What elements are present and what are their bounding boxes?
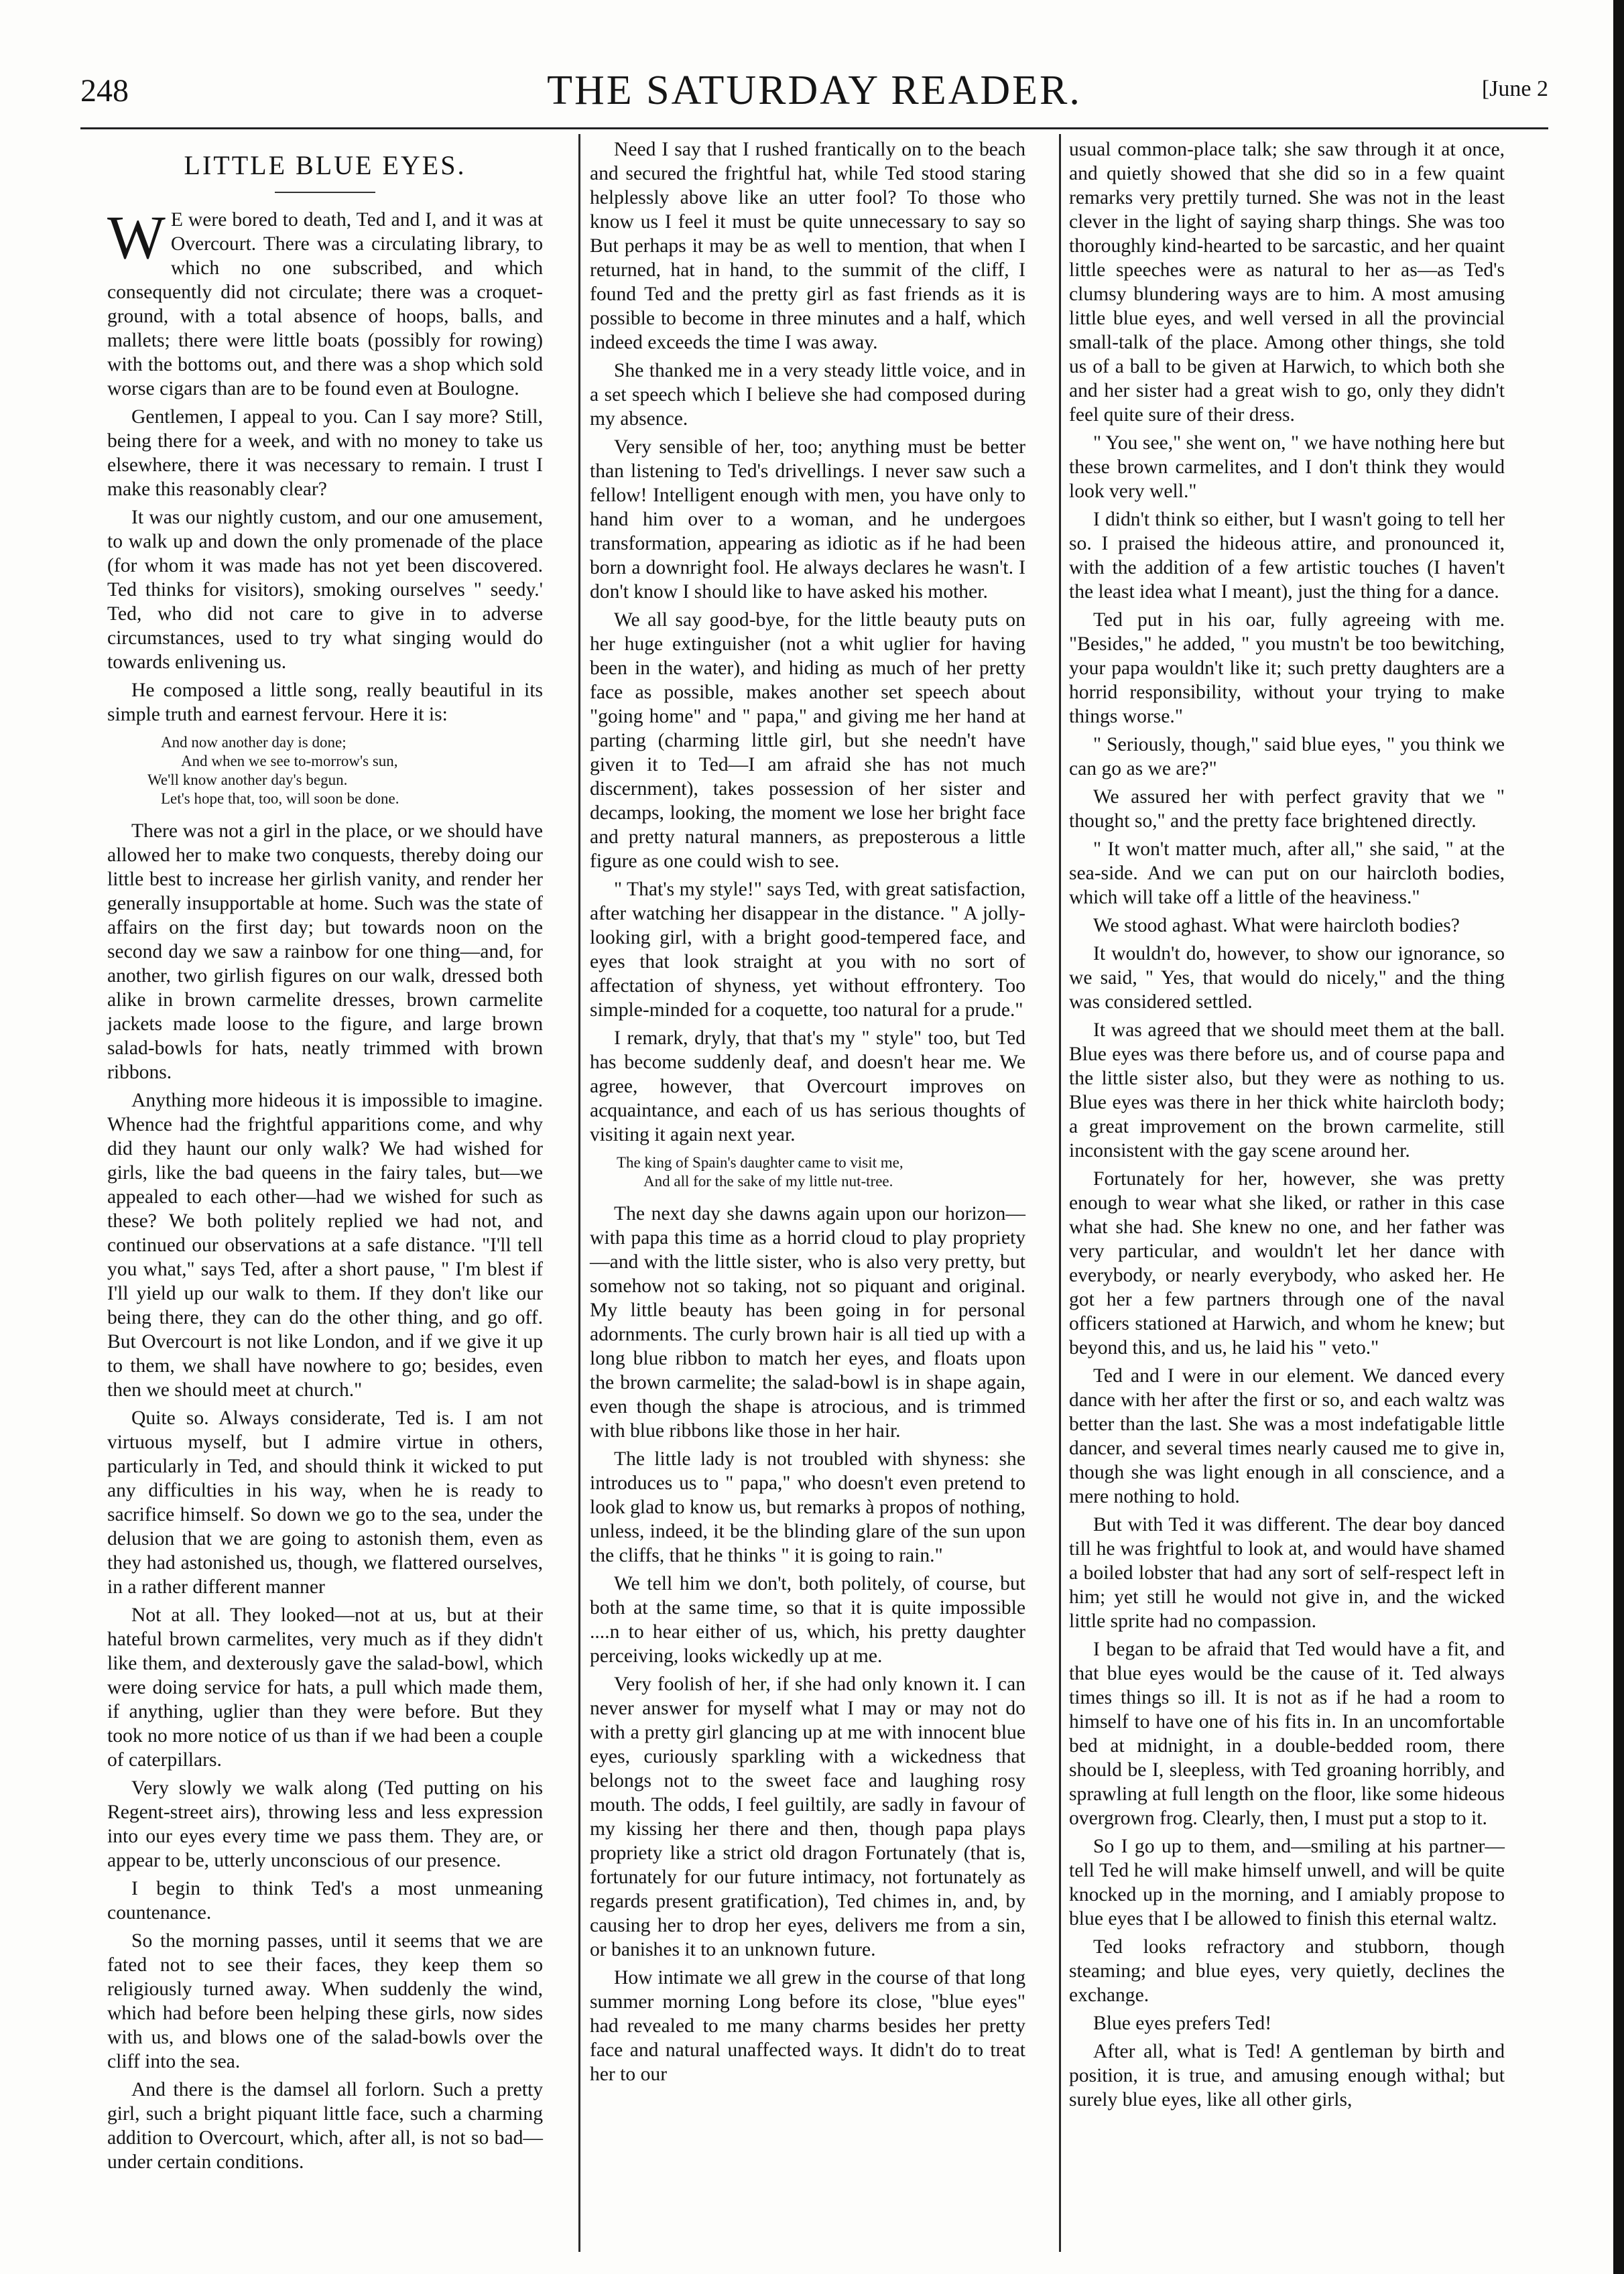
paragraph: How intimate we all grew in the course of that long summer morning Long before its close, "blue eyes" had revealed to me many charms besides her pretty face and natural unaffected ways. It didn't do to treat her to our — [590, 1967, 1025, 2085]
paragraph: I begin to think Ted's a most unmeaning countenance. — [107, 1878, 543, 1923]
verse-line: The king of Spain's daughter came to visit me, — [617, 1154, 903, 1171]
paragraph: usual common-place talk; she saw through it at once, and quietly showed that she did so in a few quaint remarks very prettily turned. She was not in the least clever in the light of saying sharp things. She was too thoroughly kind-hearted to be sarcastic, and her quaint little speeches were as natural to her as—as Ted's clumsy blundering ways are to him. A most amusing little blue eyes, and well versed in all the provincial small-talk of the place. Among other things, she told us of a ball to be given at Harwich, to which both she and her sister had a great wish to go, only they didn't feel quite sure of their dress. — [1069, 139, 1505, 426]
paragraph: We tell him we don't, both politely, of course, but both at the same time, so that it is quite impossible ....n to hear either of us, which, his pretty daughter perceiving, looks wickedly up at me. — [590, 1573, 1025, 1667]
paragraph: Gentlemen, I appeal to you. Can I say more? Still, being there for a week, and with no money to take us elsewhere, there it was necessary to remain. I trust I make this reasonably clear? — [107, 406, 543, 500]
paragraph: He composed a little song, really beautiful in its simple truth and earnest fervour. Here it is: — [107, 680, 543, 725]
article-title: LITTLE BLUE EYES. — [184, 150, 466, 180]
paragraph: Ted put in his oar, fully agreeing with me. "Besides," he added, " you mustn't be too bewitching, your papa wouldn't like it; such pretty daughters are a horrid responsibility, without your trying to make things worse." — [1069, 609, 1505, 727]
paragraph: Not at all. They looked—not at us, but at their hateful brown carmelites, very much as if they didn't like them, and dexterously gave the salad-bowl, which were doing service for hats, a pull which made them, if anything, uglier than they were before. But they took no more notice of us than if we had been a couple of caterpillars. — [107, 1604, 543, 1771]
paragraph: We stood aghast. What were haircloth bodies? — [1093, 915, 1460, 936]
paragraph: It was our nightly custom, and our one amusement, to walk up and down the only promenade of the place (for whom it was made has not yet been discovered. Ted thinks for visitors), smoking ourselves " seedy.' Ted, who did not care to give in to adverse circumstances, used to try what singing would do towards enlivening us. — [107, 507, 543, 673]
issue-date: [June 2 — [1481, 76, 1548, 101]
column-3 — [1069, 137, 1505, 2116]
paragraph: I didn't think so either, but I wasn't going to tell her so. I praised the hideous attire, and pronounced it, with the addition of a few artistic touches (I haven't the least idea what I meant), just the thing for a dance. — [1069, 509, 1505, 603]
rhyme-verse — [590, 1153, 1025, 1191]
paragraph: After all, what is Ted! A gentleman by birth and position, it is true, and amusing enough withal; but surely blue eyes, like all other girls, — [1069, 2041, 1505, 2110]
paragraph: I remark, dryly, that that's my " style" too, but Ted has become suddenly deaf, and doesn't hear me. We agree, however, that Overcourt improves on acquaintance, and each of us has serious thoughts of visiting it again next year. — [590, 1027, 1025, 1145]
paragraph: The next day she dawns again upon our horizon—with papa this time as a horrid cloud to play propriety—and with the little sister, who is also very pretty, but somehow not so taking, not so piquant and original. My little beauty has been going in for personal adornments. The curly brown hair is all tied up with a long blue ribbon to match her eyes, and floats upon the brown carmelite; the salad-bowl is in shape again, even though the shape is atrocious, and is trimmed with blue ribbons like those in her hair. — [590, 1203, 1025, 1442]
header-rule — [80, 127, 1548, 129]
paragraph: " That's my style!" says Ted, with great satisfaction, after watching her disappear in the distance. " A jolly-looking girl, with a bright good-tempered face, and eyes that look straight at you with no sort of affectation of shyness, yet without effrontery. Too simple-minded for a coquette, too natural for a prude." — [590, 879, 1025, 1021]
verse-line: We'll know another day's begun. — [147, 771, 348, 788]
paragraph — [107, 203, 543, 401]
column-divider-2 — [1059, 134, 1061, 2252]
page-edge-shadow — [1613, 0, 1624, 2274]
paragraph: Need I say that I rushed frantically on to the beach and secured the frightful hat, while Ted stood staring helplessly above like an utter fool? To those who know us I feel it must be quite unnecessary to say so But perhaps it may be as well to mention, that when I returned, hat in hand, to the summit of the cliff, I found Ted and the pretty girl as fast friends as it is possible to become in three minutes and a half, which indeed exceeds the time I was away. — [590, 139, 1025, 353]
paragraph: " You see," she went on, " we have nothing here but these brown carmelites, and I don't think they would look very well." — [1069, 432, 1505, 502]
paragraph: It was agreed that we should meet them at the ball. Blue eyes was there before us, and of course papa and the little sister also, but they were as nothing to us. Blue eyes was there in her thick white haircloth body; a great improvement on the brown carmelite, still inconsistent with the gay scene around her. — [1069, 1019, 1505, 1161]
page-number: 248 — [80, 73, 129, 109]
paragraph: Ted looks refractory and stubborn, though steaming; and blue eyes, very quietly, declines the exchange. — [1069, 1936, 1505, 2006]
verse-line: And when we see to-morrow's sun, — [181, 753, 398, 769]
verse-line: And all for the sake of my little nut-tree. — [643, 1173, 893, 1190]
paragraph: So I go up to them, and—smiling at his partner—tell Ted he will make himself unwell, and will be quite knocked up in the morning, and I amiably propose to blue eyes that I be allowed to finish this eternal waltz. — [1069, 1836, 1505, 1930]
paragraph: Fortunately for her, however, she was pretty enough to wear what she liked, or rather in this case what she had. She knew no one, and her father was very particular, and wouldn't let her dance with everybody, or nearly everybody, who asked her. He got her a few partners through one of the naval officers stationed at Harwich, and whom he knew; but beyond this, and us, he laid his " veto." — [1069, 1168, 1505, 1359]
paragraph: We assured her with perfect gravity that we " thought so," and the pretty face brightened directly. — [1069, 786, 1505, 832]
title-rule — [275, 192, 375, 193]
paragraph: Very sensible of her, too; anything must be better than listening to Ted's drivellings. I never saw such a fellow! Intelligent enough with men, you have only to hand him over to a woman, and he undergoes transformation, appearing as idiotic as if he had been born a downright fool. He always declares he wasn't. I don't know I should like to have asked his mother. — [590, 436, 1025, 603]
column-divider-1 — [578, 134, 580, 2252]
paragraph: But with Ted it was different. The dear boy danced till he was frightful to look at, and would have shamed a boiled lobster that had any sort of self-respect left in him; yet still he would not give in, and the wicked little sprite had no compassion. — [1069, 1514, 1505, 1632]
paragraph: Ted and I were in our element. We danced every dance with her after the first or so, and each waltz was better than the last. She was a most indefatigable little dancer, and several times nearly caused me to give in, though she was light enough in all conscience, and a mere nothing to hold. — [1069, 1365, 1505, 1507]
paragraph: Very foolish of her, if she had only known it. I can never answer for myself what I may or may not do with a pretty girl glancing up at me with innocent blue eyes, curiously sparkling with a wickedness that belongs not to the sweet face and laughing rosy mouth. The odds, I feel guiltily, are sadly in favour of my kissing her there and then, though papa plays propriety like a strict old dragon Fortunately (that is, fortunately for our future intimacy, not fortunately as regards present gratification), Ted chimes in, and, by causing her to drop her eyes, delivers me from a sin, or banishes it to an unknown future. — [590, 1673, 1025, 1960]
paragraph: Blue eyes prefers Ted! — [1093, 2013, 1272, 2034]
paragraph: " Seriously, though," said blue eyes, " you think we can go as we are?" — [1069, 734, 1505, 779]
paragraph: " It won't matter much, after all," she said, " at the sea-side. And we can put on our haircloth bodies, which will take off a little of the heaviness." — [1069, 838, 1505, 908]
page-header — [80, 67, 1548, 121]
column-2 — [590, 137, 1025, 2090]
song-verse — [107, 733, 543, 808]
paragraph: Quite so. Always considerate, Ted is. I am not virtuous myself, but I admire virtue in others, particularly in Ted, and should think it wicked to put any difficulties in his way, when he is ready to sacrifice himself. So down we go to the sea, under the delusion that we are going to astonish them, even as they had astonished us, though, we flattered ourselves, in a rather different manner — [107, 1407, 543, 1598]
paragraph: I began to be afraid that Ted would have a fit, and that blue eyes would be the cause of it. Ted always times things so ill. It is not as if he had a room to himself to have one of his fits in. In an uncomfortable bed at midnight, in a double-bedded room, there should be I, sleepless, with Ted groaning horribly, and sprawling at full length on the floor, like some hideous overgrown frog. Clearly, then, I must put a stop to it. — [1069, 1639, 1505, 1829]
verse-line: Let's hope that, too, will soon be done. — [161, 790, 399, 807]
paragraph: It wouldn't do, however, to show our ignorance, so we said, " Yes, that would do nicely," and the thing was considered settled. — [1069, 943, 1505, 1013]
paragraph: Anything more hideous it is impossible to imagine. Whence had the frightful apparitions come, and why did they haunt our only walk? We had wished for girls, like the bad queens in the fairy tales, but—we appealed to each other—had we wished for such as these? We both politely replied we had not, and continued our observations at a safe distance. "I'll tell you what," says Ted, after a short pause, " I'm blest if I'll yield up our walk to them. If they don't like our being there, they can do the other thing, and go off. But Overcourt is not like London, and if we give it up to them, we shall have nowhere to go; besides, even then we should meet at church." — [107, 1090, 543, 1401]
paragraph: And there is the damsel all forlorn. Such a pretty girl, such a bright piquant little face, such a charming addition to Overcourt, which, after all, is not so bad—under certain conditions. — [107, 2079, 543, 2173]
masthead: THE SATURDAY READER. — [547, 68, 1082, 113]
column-1 — [107, 137, 543, 2178]
paragraph: The little lady is not troubled with shyness: she introduces us to " papa," who doesn't even pretend to look glad to know us, but remarks à propos of nothing, unless, indeed, it be the blinding glare of the sun upon the cliffs, that he thinks " it is going to rain." — [590, 1448, 1025, 1566]
paragraph-text: E were bored to death, Ted and I, and it was at Overcourt. There was a circulating library, to which no one subscribed, and which consequently did not circulate; there was a croquet-ground, with a total absence of hoops, balls, and mallets; there were little boats (possibly for rowing) with the bottoms out, and there was a shop which sold worse cigars than are to be found even at Boulogne. — [107, 209, 543, 399]
drop-cap: W — [107, 203, 166, 271]
paragraph: She thanked me in a very steady little voice, and in a set speech which I believe she had composed during my absence. — [590, 360, 1025, 430]
paragraph: We all say good-bye, for the little beauty puts on her huge extinguisher (not a whit uglier for having been in the water), and hiding as much of her pretty face as possible, makes another set speech about "going home" and " papa," and giving me her hand at parting (charming little girl, but she needn't have given it to Ted—I am afraid she has not much discernment), takes possession of her sister and decamps, looking, the moment we lose her bright face and pretty natural manners, as preposterous a little figure as one could wish to see. — [590, 609, 1025, 872]
verse-line: And now another day is done; — [161, 734, 347, 751]
paragraph: So the morning passes, until it seems that we are fated not to see their faces, they keep them so religiously turned away. When suddenly the wind, which had before been helping these girls, now sides with us, and blows one of the salad-bowls over the cliff into the sea. — [107, 1930, 543, 2072]
paragraph: There was not a girl in the place, or we should have allowed her to make two conquests, thereby doing our little best to increase her girlish vanity, and render her generally insupportable at home. Such was the state of affairs on the first day; but towards noon on the second day we saw a rainbow for one thing—and, for another, two girlish figures on our walk, dressed both alike in brown carmelite dresses, brown carmelite jackets made loose to the figure, and large brown salad-bowls for hats, neatly trimmed with brown ribbons. — [107, 820, 543, 1083]
paragraph: Very slowly we walk along (Ted putting on his Regent-street airs), throwing less and less expression into our eyes every time we pass them. They are, or appear to be, utterly unconscious of our presence. — [107, 1777, 543, 1871]
